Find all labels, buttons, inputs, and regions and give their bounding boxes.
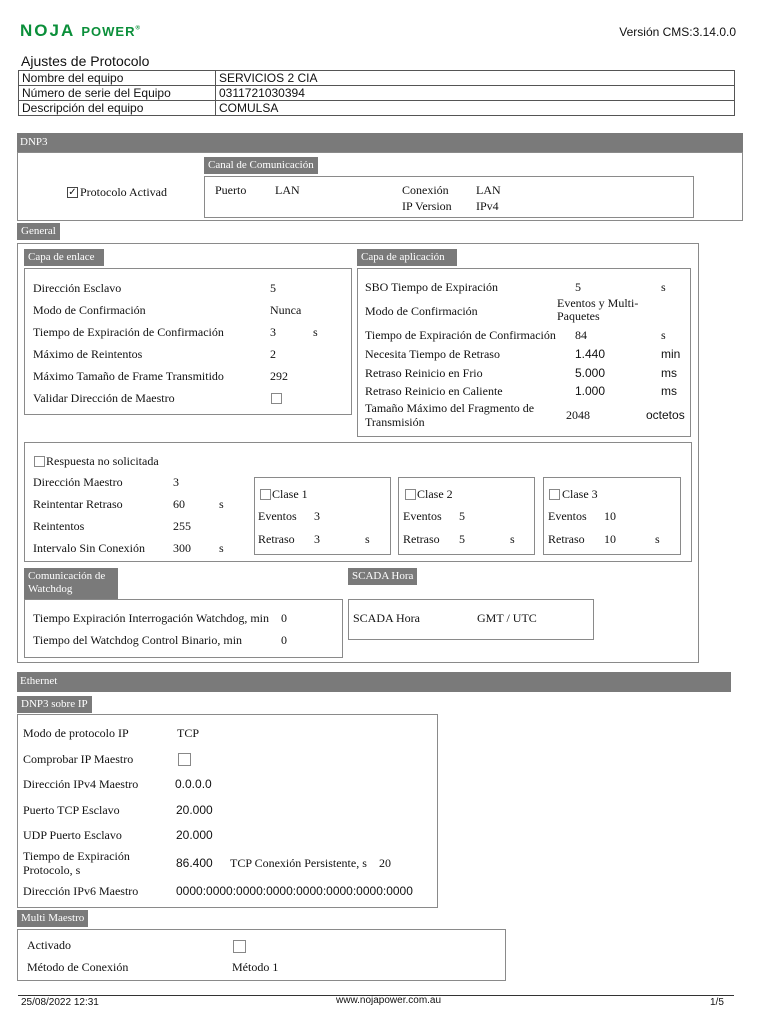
description-value: COMULSA — [216, 101, 735, 116]
dnp3-section-header: DNP3 — [17, 133, 743, 153]
max-fragment-value: 2048 — [566, 408, 590, 422]
class2-checkbox[interactable] — [405, 489, 416, 500]
ipv4-master-label: Dirección IPv4 Maestro — [23, 777, 139, 791]
unsol-offline-interval-value: 300 — [173, 541, 191, 555]
class1-label: Clase 1 — [272, 487, 308, 501]
watchdog-binary-value: 0 — [281, 633, 287, 647]
unsol-retries-value: 255 — [173, 519, 191, 533]
app-confirm-timeout-label: Tiempo de Expiración de Confirmación — [365, 328, 556, 342]
scada-tab: SCADA Hora — [348, 568, 417, 585]
app-confirm-mode-label: Modo de Confirmación — [365, 304, 478, 318]
unsol-retry-delay-value: 60 — [173, 497, 185, 511]
warm-restart-value: 1.000 — [575, 384, 606, 398]
class3-label: Clase 3 — [562, 487, 598, 501]
unsol-master-address-label: Dirección Maestro — [33, 475, 123, 489]
tcp-slave-port-label: Puerto TCP Esclavo — [23, 803, 120, 817]
device-info-table — [18, 70, 735, 116]
footer-page-number: 1/5 — [710, 997, 724, 1008]
link-confirm-timeout-value: 3 — [270, 325, 276, 339]
logo-power-text: POWER — [81, 24, 136, 39]
watchdog-binary-label: Tiempo del Watchdog Control Binario, min — [33, 633, 243, 647]
ip-mode-value: TCP — [177, 726, 200, 740]
warm-restart-label: Retraso Reinicio en Caliente — [365, 384, 503, 398]
ipv6-master-label: Dirección IPv6 Maestro — [23, 884, 139, 898]
class2-delay-unit: s — [510, 532, 515, 546]
ip-version-label: IP Version — [402, 199, 452, 213]
scada-label: SCADA Hora — [353, 611, 421, 625]
connection-label: Conexión — [402, 183, 449, 197]
class3-delay-value: 10 — [604, 532, 616, 546]
port-value: LAN — [275, 183, 300, 197]
protocol-active-label: Protocolo Activad — [80, 185, 167, 199]
connection-method-value: Método 1 — [232, 960, 279, 974]
class1-events-label: Eventos — [258, 509, 297, 523]
unsolicited-checkbox[interactable] — [34, 456, 45, 467]
class2-delay-value: 5 — [459, 532, 465, 546]
cold-restart-unit: ms — [661, 366, 677, 380]
class2-events-label: Eventos — [403, 509, 442, 523]
class1-events-value: 3 — [314, 509, 320, 523]
sbo-timeout-unit: s — [661, 280, 666, 294]
link-confirm-timeout-label: Tiempo de Expiración de Confirmación — [33, 325, 224, 339]
warm-restart-unit: ms — [661, 384, 677, 398]
unsol-retries-label: Reintentos — [33, 519, 85, 533]
page-title: Ajustes de Protocolo — [21, 53, 150, 69]
validate-master-label: Validar Dirección de Maestro — [33, 391, 175, 405]
watchdog-interrogation-value: 0 — [281, 611, 287, 625]
watchdog-interrogation-label: Tiempo Expiración Interrogación Watchdog, min — [33, 611, 269, 625]
cold-restart-value: 5.000 — [575, 366, 606, 380]
link-max-retries-label: Máximo de Reintentos — [33, 347, 143, 361]
validate-master-checkbox[interactable] — [271, 393, 282, 404]
ipv6-master-value: 0000:0000:0000:0000:0000:0000:0000:0000 — [176, 884, 413, 898]
ip-mode-label: Modo de protocolo IP — [23, 726, 129, 740]
channel-tab: Canal de Comunicación — [204, 157, 318, 174]
max-fragment-label: Tamaño Máximo del Fragmento de Transmisión — [365, 401, 535, 429]
cold-restart-label: Retraso Reinicio en Frio — [365, 366, 483, 380]
unsol-master-address-value: 3 — [173, 475, 179, 489]
noja-power-logo: NOJA POWER® — [20, 21, 142, 40]
watchdog-box — [24, 599, 343, 658]
link-max-frame-value: 292 — [270, 369, 288, 383]
app-confirm-timeout-unit: s — [661, 328, 666, 342]
link-max-retries-value: 2 — [270, 347, 276, 361]
multi-master-tab: Multi Maestro — [17, 910, 88, 927]
table-row — [19, 86, 735, 101]
ip-version-value: IPv4 — [476, 199, 499, 213]
class3-events-value: 10 — [604, 509, 616, 523]
version-label: Versión CMS:3.14.0.0 — [619, 25, 736, 39]
class3-checkbox[interactable] — [549, 489, 560, 500]
port-label: Puerto — [215, 183, 247, 197]
tcp-persistent-label: TCP Conexión Persistente, s — [230, 856, 367, 870]
link-max-frame-label: Máximo Tamaño de Frame Transmitido — [33, 369, 224, 383]
general-tab: General — [17, 223, 60, 240]
ethernet-section-header: Ethernet — [17, 672, 731, 692]
class1-checkbox[interactable] — [260, 489, 271, 500]
logo-main-text: NOJA — [20, 21, 75, 40]
device-name-value: SERVICIOS 2 CIA — [216, 71, 735, 86]
footer-url[interactable]: www.nojapower.com.au — [336, 995, 442, 1006]
table-row — [19, 101, 735, 116]
device-name-label: Nombre del equipo — [19, 71, 216, 86]
serial-value: 0311721030394 — [216, 86, 735, 101]
app-confirm-timeout-value: 84 — [575, 328, 587, 342]
protocol-active-checkbox[interactable]: ✓ — [68, 187, 77, 198]
watchdog-tab: Comunicación de Watchdog — [24, 568, 118, 600]
udp-slave-port-label: UDP Puerto Esclavo — [23, 828, 122, 842]
class3-delay-label: Retraso — [548, 532, 585, 546]
multi-master-enabled-label: Activado — [27, 938, 71, 952]
description-label: Descripción del equipo — [19, 101, 216, 116]
sbo-timeout-value: 5 — [575, 280, 581, 294]
check-master-ip-label: Comprobar IP Maestro — [23, 752, 134, 766]
tcp-persistent-value: 20 — [379, 856, 391, 870]
unsol-retry-delay-unit: s — [219, 497, 224, 511]
app-layer-tab: Capa de aplicación — [357, 249, 457, 266]
tcp-slave-port-value: 20.000 — [176, 803, 213, 817]
link-confirm-mode-value: Nunca — [270, 303, 302, 317]
table-row — [19, 71, 735, 86]
max-fragment-unit: octetos — [646, 408, 685, 422]
delay-needed-value: 1.440 — [575, 347, 606, 361]
class3-delay-unit: s — [655, 532, 660, 546]
link-confirm-timeout-unit: s — [313, 325, 318, 339]
unsol-offline-interval-label: Intervalo Sin Conexión — [33, 541, 145, 555]
class1-delay-value: 3 — [314, 532, 320, 546]
class1-delay-label: Retraso — [258, 532, 295, 546]
delay-needed-label: Necesita Tiempo de Retraso — [365, 347, 500, 361]
check-master-ip-checkbox[interactable] — [178, 753, 191, 766]
link-slave-address-value: 5 — [270, 281, 276, 295]
protocol-timeout-value: 86.400 — [176, 856, 213, 870]
udp-slave-port-value: 20.000 — [176, 828, 213, 842]
link-slave-address-label: Dirección Esclavo — [33, 281, 122, 295]
ipv4-master-value: 0.0.0.0 — [175, 777, 212, 791]
class2-events-value: 5 — [459, 509, 465, 523]
class2-delay-label: Retraso — [403, 532, 440, 546]
scada-value: GMT / UTC — [477, 611, 537, 625]
delay-needed-unit: min — [661, 347, 681, 361]
serial-label: Número de serie del Equipo — [19, 86, 216, 101]
link-layer-tab: Capa de enlace — [24, 249, 104, 266]
app-confirm-mode-value: Eventos y Multi-Paquetes — [557, 296, 639, 323]
unsol-retry-delay-label: Reintentar Retraso — [33, 497, 123, 511]
class2-label: Clase 2 — [417, 487, 453, 501]
unsolicited-label: Respuesta no solicitada — [46, 454, 159, 468]
unsol-offline-interval-unit: s — [219, 541, 224, 555]
class3-events-label: Eventos — [548, 509, 587, 523]
protocol-timeout-label: Tiempo de Expiración Protocolo, s — [23, 849, 130, 877]
multi-master-enabled-checkbox[interactable] — [233, 940, 246, 953]
sbo-timeout-label: SBO Tiempo de Expiración — [365, 280, 499, 294]
connection-value: LAN — [476, 183, 501, 197]
link-confirm-mode-label: Modo de Confirmación — [33, 303, 146, 317]
footer-datetime: 25/08/2022 12:31 — [21, 997, 99, 1008]
connection-method-label: Método de Conexión — [27, 960, 129, 974]
class1-delay-unit: s — [365, 532, 370, 546]
dnp3-ip-tab: DNP3 sobre IP — [17, 696, 92, 713]
